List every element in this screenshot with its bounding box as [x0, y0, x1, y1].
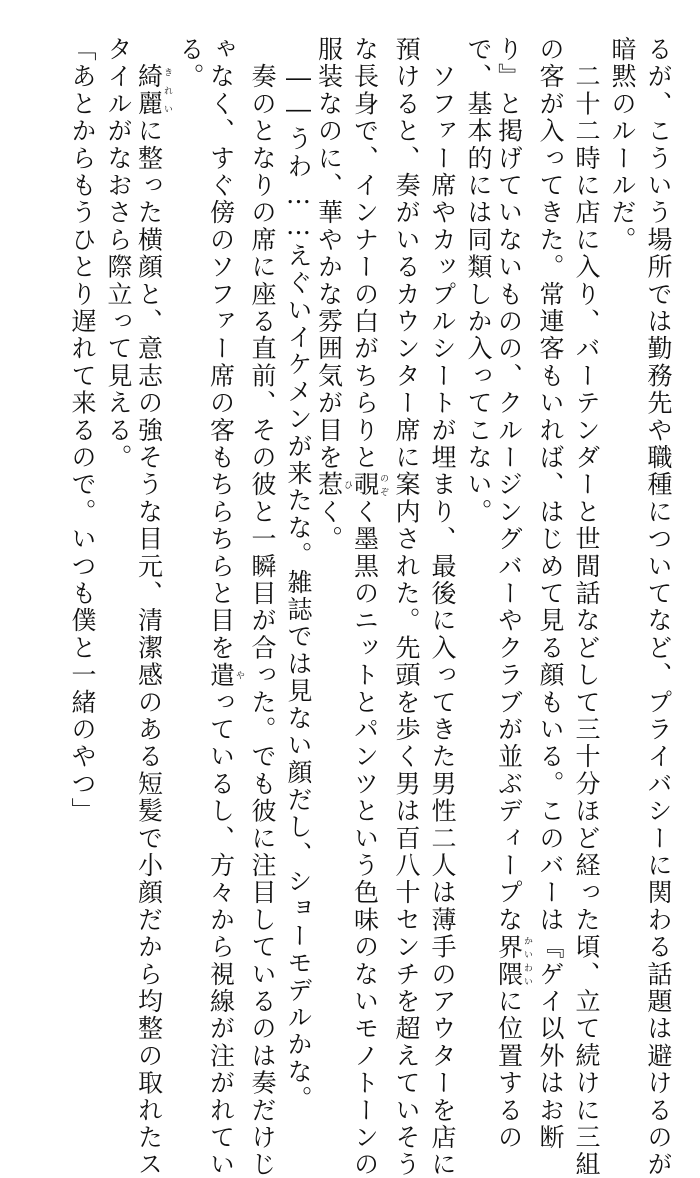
text-column-14: る。 [176, 36, 205, 91]
ruby-word: 綺麗きれい [134, 63, 172, 118]
text-column-9: な長身で、インナーの白がちらりと覗のぞく墨黒のニットとパンツという色味のないモノトーンの [350, 36, 388, 1178]
text-column-13: ゃなく、すぐ傍のソファー席の客もちらちらと目を遣やっているし、方々から視線が注がれてい [206, 36, 244, 1178]
text-column-10: 服装なのに、華やかな雰囲気が目を惹ひく。 [314, 36, 352, 553]
ruby-word: 惹ひ [314, 471, 352, 499]
text-column-7: ソファー席やカップルシートが埋まり、最後に入ってきた男性二人は薄手のアウターを店に [428, 36, 457, 1178]
ruby-word: 覗のぞ [350, 471, 388, 499]
text-column-16: タイルがなおさら際立って見える。 [104, 36, 133, 472]
text-column-3: 二十二時に店に入り、バーテンダーと世間話などして三十分ほど経った頃、立て続けに三組 [572, 36, 601, 1178]
text-column-6: で、基本的には同類しか入ってこない。 [464, 36, 493, 526]
text-column-11: ――うわ……えぐいイケメンが来たな。雑誌では見ない顔だし、ショーモデルかな。 [284, 36, 313, 1113]
text-column-8: 預けると、奏がいるカウンター席に案内された。先頭を歩く男は百八十センチを超えていそう [392, 36, 421, 1178]
text-column-1: るが、こういう場所では勤務先や職種についてなど、プライバシーに関わる話題は避けるのが [644, 36, 673, 1178]
text-column-4: の客が入ってきた。常連客もいれば、はじめて見る顔もいる。このバーは『ゲイ以外はお断 [536, 36, 565, 1152]
text-column-17: 「あとからもうひとり遅れて来るので。いつも僕と一緒のやつ」 [68, 36, 97, 825]
text-column-15: 綺麗きれいに整った横顔と、意志の強そうな目元、清潔感のある短髪で小顔だから均整の取れたス [134, 63, 172, 1178]
text-column-2: 暗黙のルールだ。 [608, 36, 637, 254]
ruby-word: 界隈かいわい [494, 933, 532, 989]
ruby-word: 遣や [206, 661, 244, 689]
text-column-12: 奏のとなりの席に座る直前、その彼と一瞬目が合った。でも彼に注目しているのは奏だけじ [248, 36, 277, 1178]
text-column-5: り』と掲げていないものの、クルージングバーやクラブが並ぶディープな界隈かいわいに位置するの [494, 36, 532, 1152]
